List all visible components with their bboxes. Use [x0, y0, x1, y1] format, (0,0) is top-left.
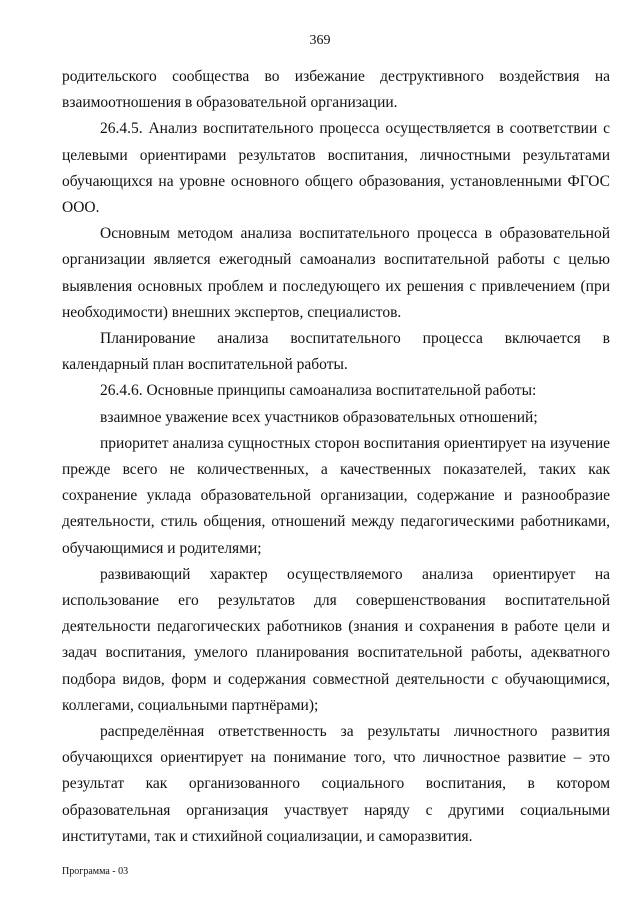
paragraph: приоритет анализа сущностных сторон воспитания ориентирует на изучение прежде всего не количественных, а качественных показателей, таких как сохранение уклада образовательной организации, содержание и разнообразие деятельности, стиль общения, отношений между педагогическими работниками, обучающимися и родителями;	[62, 434, 610, 557]
paragraph: 26.4.6. Основные принципы самоанализа воспитательной работы:	[100, 382, 537, 400]
paragraph: развивающий характер осуществляемого анализа ориентирует на использование его результатов для совершенствования воспитательной деятельности педагогических работников (знания и сохранения в работе цели и задач воспитания, умелого планирования воспитательной работы, адекватного подбора видов, форм и содержания совместной деятельности с обучающимися, коллегами, социальными партнёрами);	[62, 565, 610, 714]
paragraph: 26.4.5. Анализ воспитательного процесса осуществляется в соответствии с целевыми ориентирами результатов воспитания, личностными результатами обучающихся на уровне основного общего образования, установленными ФГОС ООО.	[62, 120, 610, 217]
paragraph: родительского сообщества во избежание деструктивного воздействия на взаимоотношения в образовательной организации.	[62, 68, 610, 112]
document-body	[62, 64, 610, 850]
paragraph: Планирование анализа воспитательного процесса включается в календарный план воспитательной работы.	[62, 330, 610, 374]
footer-label: Программа - 03	[62, 866, 129, 877]
page-number: 369	[309, 33, 331, 48]
paragraph: Основным методом анализа воспитательного процесса в образовательной организации является ежегодный самоанализ воспитательной работы с целью выявления основных проблем и последующего их решения с привлечением (при необходимости) внешних экспертов, специалистов.	[62, 225, 610, 321]
paragraph: распределённая ответственность за результаты личностного развития обучающихся ориентирует на понимание того, что личностное развитие – это результат как организованного социального воспитания, в котором образовательная организация участвует наряду с другими социальными институтами, так и стихийной социализации, и саморазвития.	[62, 723, 610, 845]
paragraph: взаимное уважение всех участников образовательных отношений;	[100, 408, 538, 426]
